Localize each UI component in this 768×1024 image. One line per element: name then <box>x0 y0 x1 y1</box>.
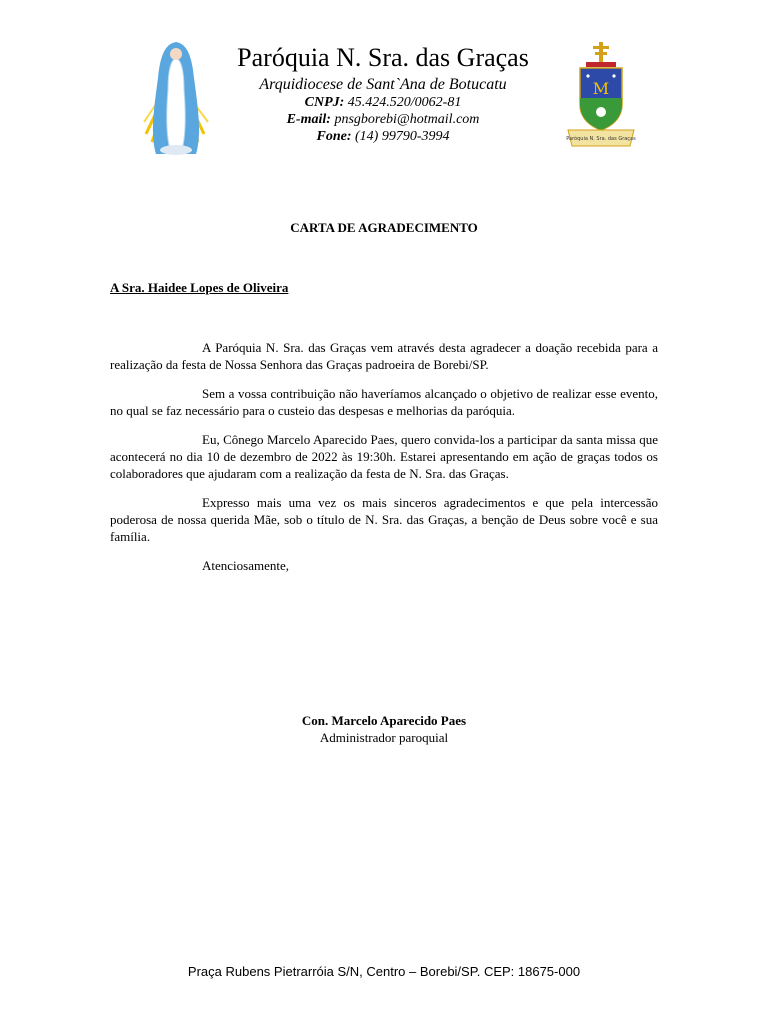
letter-paragraph: Expresso mais uma vez os mais sinceros agradecimentos e que pela intercessão poderosa de nossa querida Mãe, sob o título de N. Sra. das Graças, a benção de Deus sobre você e sua família. <box>110 495 658 544</box>
cnpj-line <box>210 94 556 111</box>
letter-paragraph: Eu, Cônego Marcelo Aparecido Paes, quero convida-los a participar da santa missa que acontecerá no dia 10 de dezembro de 2022 às 19:30h. Estarei apresentando em ação de graças todos os colaboradores que ajudaram com a realização da festa de N. Sra. das Graças. <box>110 432 658 481</box>
star-icon <box>586 74 589 77</box>
our-lady-image-logo <box>142 38 210 158</box>
parish-name: Paróquia N. Sra. das Graças <box>237 43 529 72</box>
gown <box>167 58 186 150</box>
cnpj-label: CNPJ: <box>304 95 345 110</box>
cross-icon <box>593 42 609 64</box>
email-label: E-mail: <box>286 112 331 127</box>
coat-of-arms-logo <box>566 42 636 154</box>
phone-line <box>210 128 556 145</box>
diocese-name: Arquidiocese de Sant`Ana de Botucatu <box>259 76 507 93</box>
globe <box>160 145 192 155</box>
letter-closing: Atenciosamente, <box>202 558 289 573</box>
cnpj-value: 45.424.520/0062-81 <box>344 95 462 110</box>
email-line <box>210 111 556 128</box>
letter-paragraph: A Paróquia N. Sra. das Graças vem através desta agradecer a doação recebida para a realização da festa de Nossa Senhora das Graças padroeira de Borebi/SP. <box>110 340 658 372</box>
monogram-icon: M <box>592 79 610 98</box>
ribbon-text: Paróquia N. Sra. das Graças <box>566 136 636 142</box>
phone-value: (14) 99790-3994 <box>351 129 450 144</box>
signature-role: Administrador paroquial <box>319 730 449 745</box>
phone-label: Fone: <box>316 129 352 144</box>
star-icon <box>612 74 615 77</box>
letter-title: CARTA DE AGRADECIMENTO <box>290 220 478 235</box>
hat-band <box>586 62 616 67</box>
letter-paragraph: Sem a vossa contribuição não haveríamos alcançado o objetivo de realizar esse evento, no qual se faz necessário para o custeio das despesas e melhorias da paróquia. <box>110 386 658 418</box>
face <box>170 48 182 60</box>
signature-name: Con. Marcelo Aparecido Paes <box>301 713 467 728</box>
heart-icon <box>596 107 606 117</box>
letter-recipient: A Sra. Haidee Lopes de Oliveira <box>110 280 289 295</box>
email-value: pnsgborebi@hotmail.com <box>330 112 480 127</box>
letter-body <box>110 339 658 586</box>
footer-address: Praça Rubens Pietrarróia S/N, Centro – Borebi/SP. CEP: 18675-000 <box>187 964 581 979</box>
